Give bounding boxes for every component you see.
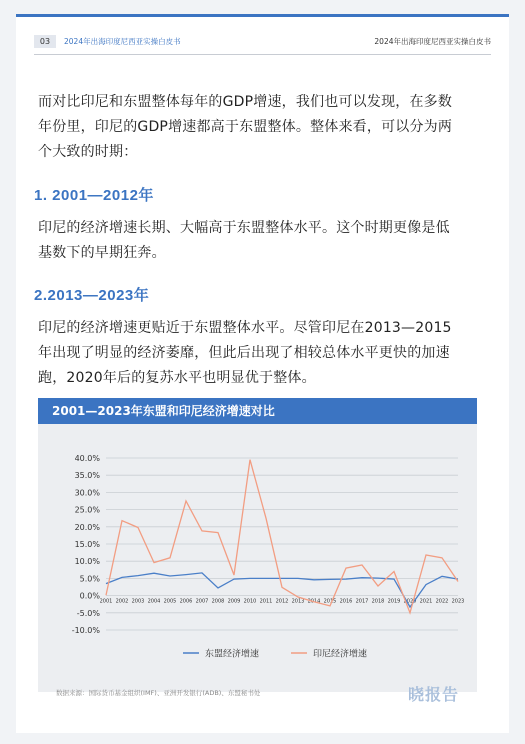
y-tick-label: 15.0% [74,540,100,549]
x-tick-label: 2023 [451,598,465,605]
x-tick-label: 2004 [147,598,161,605]
line-chart [38,424,477,684]
x-tick-label: 2021 [419,598,433,605]
x-tick-label: 2014 [307,598,321,605]
x-tick-label: 2011 [259,598,273,605]
y-tick-label: 10.0% [74,557,100,567]
y-tick-label: -10.0% [71,626,100,635]
x-tick-label: 2006 [179,598,193,605]
y-tick-label: 20.0% [74,522,100,532]
x-tick-label: 2012 [275,598,289,605]
header-divider [34,54,491,55]
intro-paragraph: 而对比印尼和东盟整体每年的GDP增速，我们也可以发现，在多数年份里，印尼的GDP增速都高于东盟整体。整体来看，可以分为两个大致的时期： [38,94,453,160]
section-1-body: 印尼的经济增速长期、大幅高于东盟整体水平。这个时期更像是低基数下的早期狂奔。 [38,220,450,261]
x-tick-label: 2010 [243,598,257,605]
x-tick-label: 2020 [403,598,417,605]
chart-container [38,398,477,704]
header-right-title: 2024年出海印度尼西亚实操白皮书 [374,37,491,46]
page-number: 03 [34,35,56,48]
header-left-title: 2024年出海印度尼西亚实操白皮书 [64,37,181,46]
x-tick-label: 2013 [291,598,305,605]
section-1-heading: 1. 2001—2012年 [34,187,154,204]
x-tick-label: 2008 [211,598,225,605]
legend-label: 东盟经济增速 [205,649,260,660]
x-tick-label: 2016 [339,598,353,605]
y-tick-label: 40.0% [74,454,100,463]
page-header [34,35,491,49]
section-2-body: 印尼的经济增速更贴近于东盟整体水平。尽管印尼在2013—2015年出现了明显的经济萎靡，但此后出现了相较总体水平更快的加速跑，2020年后的复苏水平也明显优于整体。 [38,320,452,386]
x-tick-label: 2007 [195,598,209,605]
section-2-heading: 2.2013—2023年 [34,287,150,304]
x-tick-label: 2009 [227,598,241,605]
y-tick-label: 35.0% [74,471,100,481]
x-tick-label: 2017 [355,598,369,605]
x-tick-label: 2018 [371,598,385,605]
series-line-2 [106,460,458,613]
x-tick-label: 2022 [435,598,449,605]
x-tick-label: 2015 [323,598,337,605]
watermark-logo: 晓报告 [407,687,459,704]
y-tick-label: 25.0% [74,505,100,515]
y-tick-label: 5.0% [79,574,100,584]
x-tick-label: 2005 [163,598,177,605]
legend-label: 印尼经济增速 [313,649,368,660]
x-tick-label: 2003 [131,598,145,605]
y-tick-label: -5.0% [76,608,100,618]
x-tick-label: 2001 [99,598,113,605]
y-tick-label: 30.0% [74,488,100,498]
source-note: 数据来源：国际货币基金组织(IMF)、亚洲开发银行(ADB)、东盟秘书处 [56,689,261,697]
chart-title: 2001—2023年东盟和印尼经济增速对比 [38,398,477,424]
y-tick-label: 0.0% [79,591,100,601]
x-tick-label: 2019 [387,598,401,605]
x-tick-label: 2002 [115,598,129,605]
